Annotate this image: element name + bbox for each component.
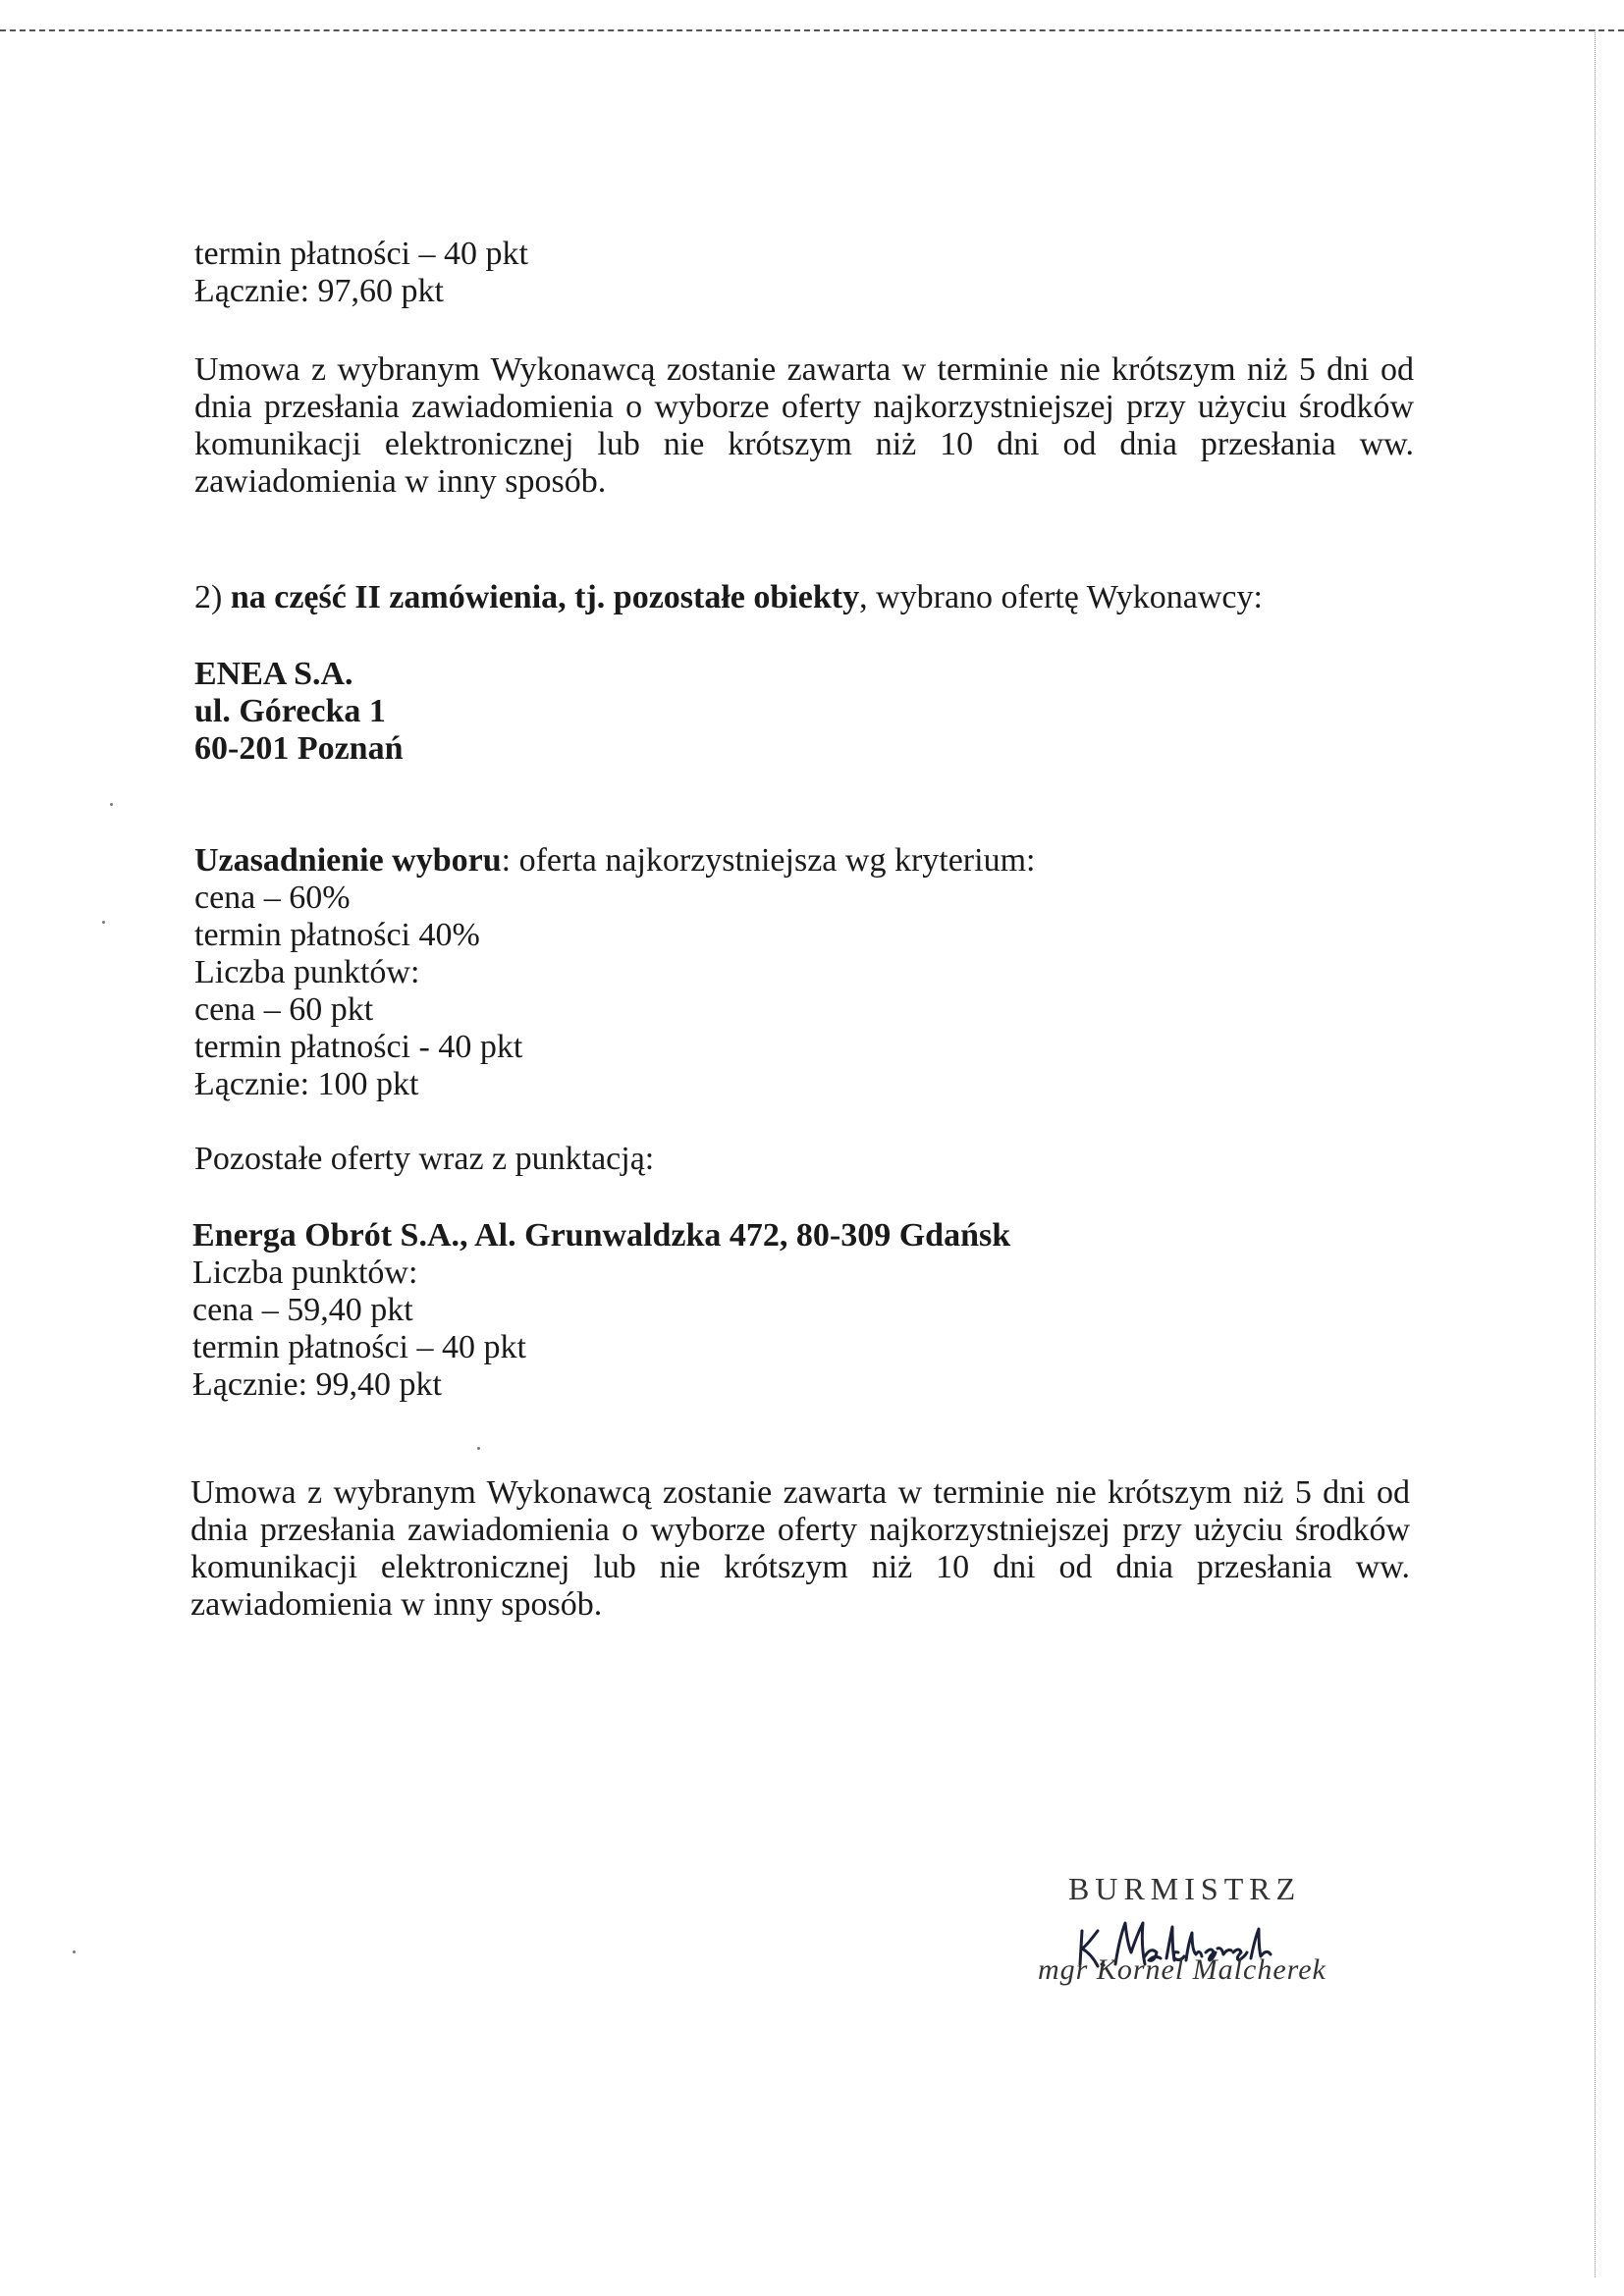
contractor-city: 60-201 Poznań [194, 730, 404, 767]
part2-number: 2) [194, 579, 223, 615]
other-points-price: cena – 59,40 pkt [192, 1292, 413, 1328]
other-points-total: Łącznie: 99,40 pkt [192, 1366, 442, 1403]
part2-bold-intro: na część II zamówienia, tj. pozostałe obiekty [230, 579, 860, 615]
scan-speck [110, 803, 113, 806]
contract-notice-1: Umowa z wybranym Wykonawcą zostanie zawarta w terminie nie krótszym niż 5 dni od dnia przesłania zawiadomienia o wyborze oferty najkorzystniejszej przy użyciu środków komunikacji elektronicznej lub nie krótszym niż 10 dni od dnia przesłania ww. zawiadomienia w inny sposób. [194, 351, 1414, 500]
criteria-price: cena – 60% [194, 880, 351, 916]
other-offer-name: Energa Obrót S.A., Al. Grunwaldzka 472, 80-309 Gdańsk [192, 1217, 1011, 1254]
justification-label: Uzasadnienie wyboru [194, 842, 502, 879]
other-points-label: Liczba punktów: [192, 1255, 418, 1291]
signatory-name: mgr Kornel Malcherek [1038, 1953, 1326, 1986]
other-offers-heading: Pozostałe oferty wraz z punktacją: [194, 1141, 655, 1177]
scan-speck [73, 1950, 76, 1953]
criteria-payment: termin płatności 40% [194, 917, 480, 953]
points-total: Łącznie: 100 pkt [194, 1066, 419, 1102]
part1-total: Łącznie: 97,60 pkt [194, 273, 444, 309]
contract-notice-2: Umowa z wybranym Wykonawcą zostanie zawarta w terminie nie krótszym niż 5 dni od dnia przesłania zawiadomienia o wyborze oferty najkorzystniejszej przy użyciu środków komunikacji elektronicznej lub nie krótszym niż 10 dni od dnia przesłania ww. zawiadomienia w inny sposób. [190, 1474, 1410, 1623]
scan-speck [477, 1447, 480, 1450]
scan-edge-right [1595, 29, 1596, 2277]
justification [194, 842, 1422, 880]
points-price: cena – 60 pkt [194, 991, 374, 1028]
justification-text: : oferta najkorzystniejsza wg kryterium: [501, 842, 1036, 879]
contractor-street: ul. Górecka 1 [194, 693, 386, 729]
part2-heading [194, 579, 1422, 616]
scan-edge-top [0, 29, 1624, 31]
other-points-payment: termin płatności – 40 pkt [192, 1329, 526, 1365]
contractor-name: ENEA S.A. [194, 656, 353, 692]
part2-rest-intro: , wybrano ofertę Wykonawcy: [859, 579, 1263, 615]
points-label: Liczba punktów: [194, 954, 420, 990]
scan-speck [102, 921, 105, 924]
points-payment: termin płatności - 40 pkt [194, 1029, 523, 1065]
payment-term-points: termin płatności – 40 pkt [194, 236, 528, 272]
signature-title: BURMISTRZ [1068, 1871, 1302, 1906]
